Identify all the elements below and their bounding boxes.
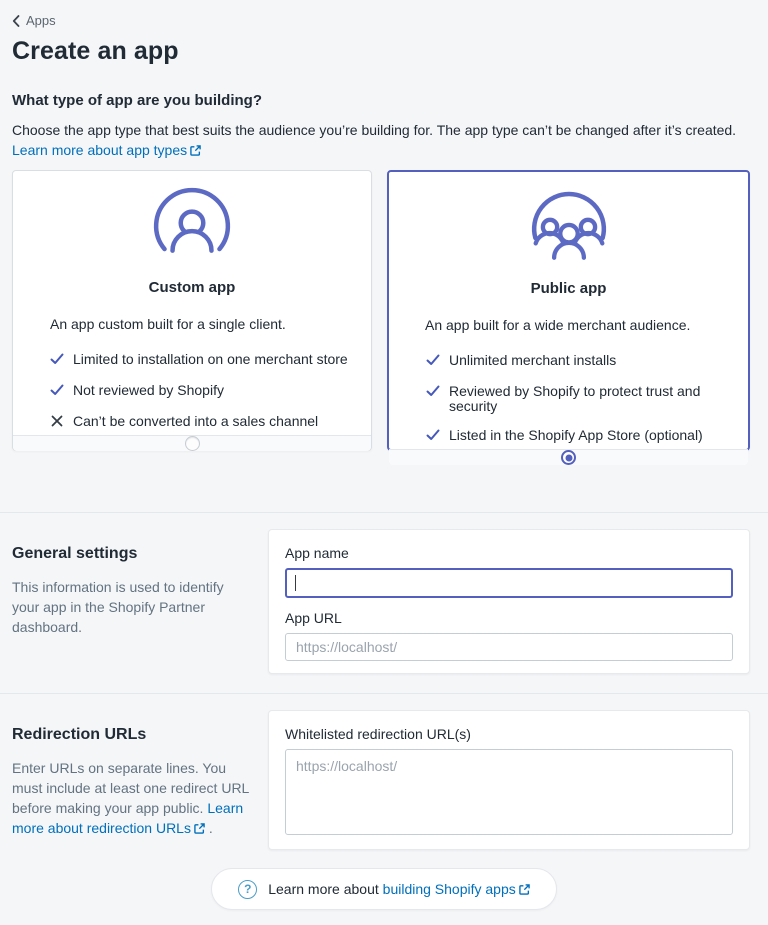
app-name-label: App name xyxy=(285,545,349,561)
check-icon xyxy=(50,383,64,400)
learn-more-app-types-link[interactable]: Learn more about app types xyxy=(12,142,201,158)
feature-item: Listed in the Shopify App Store (optional) xyxy=(426,424,728,449)
breadcrumb-label: Apps xyxy=(26,13,56,28)
people-in-circle-icon xyxy=(389,186,748,268)
app-type-cards xyxy=(12,170,750,451)
feature-item: Limited to installation on one merchant store xyxy=(50,348,351,373)
general-settings-panel xyxy=(268,529,750,674)
public-app-description: An app built for a wide merchant audience. xyxy=(425,317,691,333)
redirection-urls-section xyxy=(0,693,768,850)
footer-help-text: Learn more about building Shopify apps xyxy=(268,881,530,898)
building-shopify-apps-link[interactable]: building Shopify apps xyxy=(383,881,530,897)
feature-item: Can’t be converted into a sales channel xyxy=(50,410,351,435)
cross-icon xyxy=(50,414,64,431)
general-settings-heading: General settings xyxy=(12,545,138,562)
custom-app-title: Custom app xyxy=(148,279,236,296)
check-icon xyxy=(426,353,440,370)
app-type-heading: What type of app are you building? xyxy=(12,92,262,109)
redirection-urls-panel xyxy=(268,710,750,850)
public-app-radio[interactable] xyxy=(561,450,576,465)
app-name-input[interactable] xyxy=(285,568,733,598)
app-url-label: App URL xyxy=(285,610,342,626)
feature-item: Reviewed by Shopify to protect trust and security xyxy=(426,380,728,418)
redirection-urls-heading: Redirection URLs xyxy=(12,726,147,743)
check-icon xyxy=(426,428,440,445)
custom-app-card[interactable] xyxy=(12,170,372,451)
breadcrumb-apps-link[interactable] xyxy=(0,0,56,28)
custom-app-radio-strip xyxy=(13,435,371,451)
check-icon xyxy=(426,384,440,401)
external-link-icon xyxy=(190,141,201,161)
external-link-icon xyxy=(194,819,205,839)
help-icon: ? xyxy=(238,880,257,899)
feature-item: Unlimited merchant installs xyxy=(426,349,728,374)
feature-item: Not reviewed by Shopify xyxy=(50,379,351,404)
learn-more-redirection-link[interactable]: Learn more about redirection URLs xyxy=(12,800,243,836)
help-pill xyxy=(211,868,557,910)
chevron-left-icon xyxy=(12,15,20,27)
custom-app-radio[interactable] xyxy=(185,436,200,451)
text-cursor xyxy=(295,575,296,591)
general-settings-description: This information is used to identify your app in the Shopify Partner dashboard. xyxy=(12,579,224,635)
page-title: Create an app xyxy=(12,37,179,65)
check-icon xyxy=(50,352,64,369)
redirection-urls-description: Enter URLs on separate lines. You must include at least one redirect URL before making your app public. Learn more about redirection URLs . xyxy=(12,758,252,839)
app-type-description-text: Choose the app type that best suits the audience you’re building for. The app type can’t be changed after it’s created. xyxy=(12,122,737,138)
footer-help xyxy=(0,868,768,910)
whitelist-label: Whitelisted redirection URL(s) xyxy=(285,726,471,742)
app-type-description xyxy=(12,120,750,161)
person-in-circle-icon xyxy=(13,185,371,267)
public-app-features xyxy=(426,349,728,449)
external-link-icon xyxy=(519,882,530,898)
public-app-radio-strip xyxy=(389,449,748,465)
public-app-card[interactable] xyxy=(387,170,750,451)
custom-app-description: An app custom built for a single client. xyxy=(50,316,286,332)
app-url-input[interactable] xyxy=(285,633,733,661)
custom-app-features xyxy=(50,348,351,435)
general-settings-section xyxy=(0,512,768,674)
public-app-title: Public app xyxy=(530,280,607,297)
whitelist-textarea[interactable] xyxy=(285,749,733,835)
